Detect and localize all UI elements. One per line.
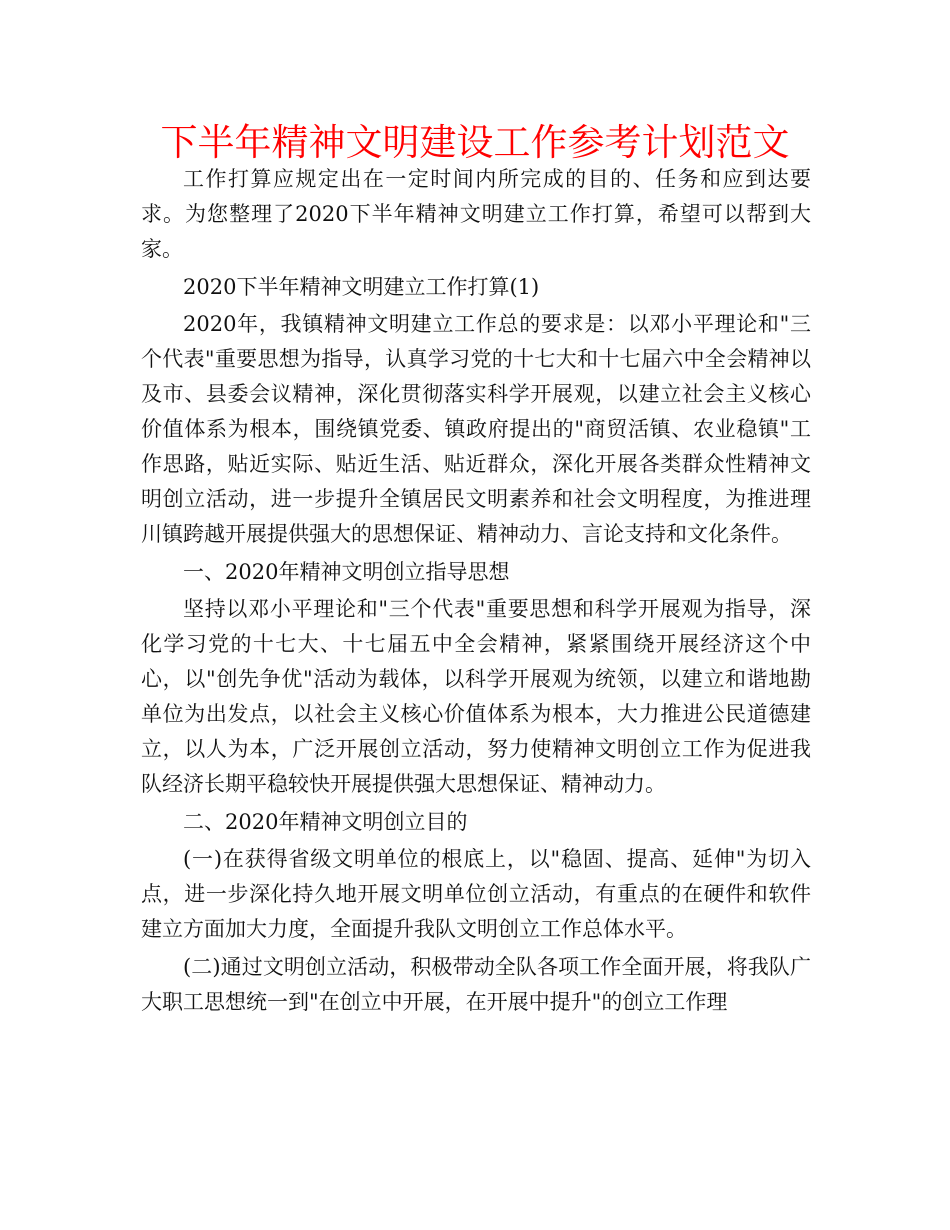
overview-paragraph: 2020年，我镇精神文明建立工作总的要求是：以邓小平理论和"三个代表"重要思想为指导，认真学习党的十七大和十七届六中全会精神以及市、县委会议精神，深化贯彻落实科学开展观，以建立社会主义核心价值体系为根本，围绕镇党委、镇政府提出的"商贸活镇、农业稳镇"工作思路，贴近实际、贴近生活、贴近群众，深化开展各类群众性精神文明创立活动，进一步提升全镇居民文明素养和社会文明程度，为推进理川镇跨越开展提供强大的思想保证、精神动力、言论支持和文化条件。 (141, 312, 811, 546)
goal-item-1: (一)在获得省级文明单位的根底上，以"稳固、提高、延伸"为切入点，进一步深化持久地开展文明单位创立活动，有重点的在硬件和软件建立方面加大力度，全面提升我队文明创立工作总体水平。 (141, 847, 811, 941)
plan-heading: 2020下半年精神文明建立工作打算(1) (183, 275, 540, 299)
goal-item-2: (二)通过文明创立活动，积极带动全队各项工作全面开展，将我队广大职工思想统一到"在创立中开展，在开展中提升"的创立工作理 (141, 955, 811, 1014)
guiding-ideology-paragraph: 坚持以邓小平理论和"三个代表"重要思想和科学开展观为指导，深化学习党的十七大、十七届五中全会精神，紧紧围绕开展经济这个中心，以"创先争优"活动为载体，以科学开展观为统领，以建立和谐地勘单位为出发点，以社会主义核心价值体系为根本，大力推进公民道德建立，以人为本，广泛开展创立活动，努力使精神文明创立工作为促进我队经济长期平稳较快开展提供强大思想保证、精神动力。 (141, 597, 811, 796)
section-heading-guiding-ideology: 一、2020年精神文明创立指导思想 (183, 560, 510, 584)
document-title: 下半年精神文明建设工作参考计划范文 (160, 121, 790, 164)
section-heading-goals: 二、2020年精神文明创立目的 (183, 810, 468, 834)
intro-paragraph: 工作打算应规定出在一定时间内所完成的目的、任务和应到达要求。为您整理了2020下半年精神文明建立工作打算，希望可以帮到大家。 (141, 167, 811, 261)
document-body (141, 162, 811, 1023)
